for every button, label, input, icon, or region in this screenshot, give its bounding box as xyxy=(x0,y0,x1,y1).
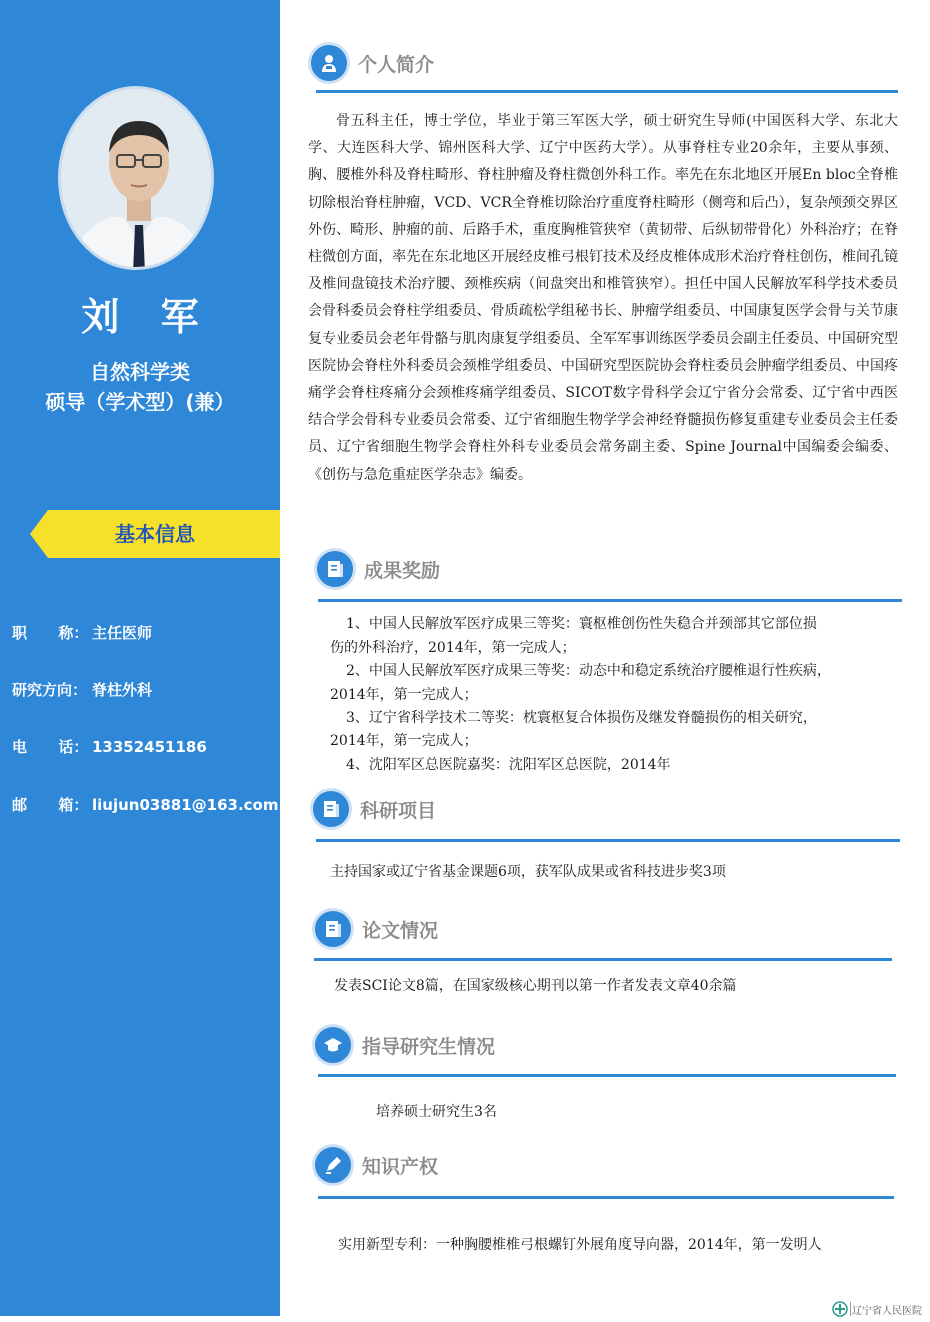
ip-text: 实用新型专利：一种胸腰椎椎弓根螺钉外展角度导向器，2014年，第一发明人 xyxy=(338,1237,822,1253)
section-papers-header xyxy=(312,908,712,952)
logo-separator xyxy=(850,1302,851,1316)
section-rule xyxy=(314,958,892,961)
students-text: 培养硕士研究生3名 xyxy=(376,1104,497,1120)
award-line: 1、中国人民解放军医疗成果三等奖：寰枢椎创伤性失稳合并颈部其它部位损 xyxy=(346,616,817,632)
section-title: 个人简介 xyxy=(358,54,435,76)
award-line: 4、沈阳军区总医院嘉奖：沈阳军区总医院，2014年 xyxy=(346,757,671,773)
award-line: 伤的外科治疗，2014年，第一完成人； xyxy=(330,640,576,656)
section-title: 成果奖励 xyxy=(364,560,441,582)
hospital-name: 辽宁省人民医院 xyxy=(852,1306,922,1317)
section-rule xyxy=(318,1074,896,1077)
info-row-title xyxy=(12,622,152,643)
sidebar xyxy=(0,0,280,1316)
section-research-header xyxy=(310,788,710,832)
pen-icon xyxy=(312,1144,354,1186)
section-title: 科研项目 xyxy=(360,800,437,822)
info-key: 研究方向： xyxy=(12,681,88,699)
info-value: liujun03881@163.com xyxy=(92,796,279,814)
section-ip-header xyxy=(312,1144,712,1188)
section-students-header xyxy=(312,1024,712,1068)
document-icon xyxy=(314,548,356,590)
basic-info-tag xyxy=(30,510,280,558)
document-icon xyxy=(312,908,354,950)
info-value: 13352451186 xyxy=(92,738,207,756)
award-line: 2、中国人民解放军医疗成果三等奖：动态中和稳定系统治疗腰椎退行性疾病， xyxy=(346,663,831,679)
papers-text: 发表SCI论文8篇，在国家级核心期刊以第一作者发表文章40余篇 xyxy=(334,978,737,994)
info-row-email xyxy=(12,794,278,815)
section-title: 论文情况 xyxy=(362,920,439,942)
section-rule xyxy=(316,839,900,842)
info-key: 职 称： xyxy=(12,624,89,642)
graduation-cap-icon xyxy=(312,1024,354,1066)
section-rule xyxy=(316,90,898,93)
document-icon xyxy=(310,788,352,830)
info-row-research xyxy=(12,679,152,700)
section-rule xyxy=(318,1196,894,1199)
section-rule xyxy=(318,599,902,602)
hospital-logo xyxy=(832,1300,928,1318)
info-key: 电 话： xyxy=(12,738,89,756)
basic-info-label: 基本信息 xyxy=(115,522,195,546)
section-awards-header xyxy=(314,548,714,592)
award-line: 2014年，第一完成人； xyxy=(330,733,478,749)
doctor-icon xyxy=(308,42,350,84)
award-line: 3、辽宁省科学技术二等奖：枕寰枢复合体损伤及继发脊髓损伤的相关研究， xyxy=(346,710,817,726)
discipline: 自然科学类 xyxy=(90,360,190,384)
info-row-phone xyxy=(12,736,207,757)
info-value: 主任医师 xyxy=(92,624,153,642)
person-name: 刘 军 xyxy=(81,295,213,339)
profile-photo xyxy=(58,86,214,270)
info-key: 邮 箱： xyxy=(12,796,89,814)
hospital-logo-icon xyxy=(832,1301,848,1317)
supervisor-type: 硕导（学术型）(兼） xyxy=(45,390,235,414)
award-line: 2014年，第一完成人； xyxy=(330,687,478,703)
section-title: 知识产权 xyxy=(362,1156,439,1178)
research-text: 主持国家或辽宁省基金课题6项，获军队成果或省科技进步奖3项 xyxy=(330,864,726,880)
info-value: 脊柱外科 xyxy=(92,681,153,699)
doctor-portrait xyxy=(61,89,214,270)
intro-text: 骨五科主任，博士学位，毕业于第三军医大学，硕士研究生导师(中国医科大学、东北大学、大连医科大学、锦州医科大学、辽宁中医药大学）。从事脊柱专业20余年，主要从事颈、胸、腰椎外科及脊柱畸形、脊柱肿瘤及脊柱微创外科工作。率先在东北地区开展En bloc全脊椎切除根治脊柱肿瘤，VCD、VCR全脊椎切除治疗重度脊柱畸形（侧弯和后凸），复杂颅颈交界区外伤、畸形、肿瘤的前、后路手术，重度胸椎管狭窄（黄韧带、后纵韧带骨化）外科治疗；在脊柱微创方面，率先在东北地区开展经皮椎弓根钉技术及经皮椎体成形术治疗脊柱创伤，椎间孔镜及椎间盘镜技术治疗腰、颈椎疾病（间盘突出和椎管狭窄）。担任中国人民解放军科学技术委员会骨科委员会脊柱学组委员、骨质疏松学组秘书长、肿瘤学组委员、中国康复医学会骨与关节康复专业委员会老年骨骼与肌肉康复学组委员、全军军事训练医学委员会副主任委员、中国研究型医院协会脊柱外科委员会颈椎学组委员、中国研究型医院协会脊柱委员会肿瘤学组委员、中国疼痛学会脊柱疼痛分会颈椎疼痛学组委员、SICOT数字骨科学会辽宁省分会常委、辽宁省中西医结合学会骨科专业委员会常委、辽宁省细胞生物学学会神经脊髓损伤修复重建专业委员会主任委员、辽宁省细胞生物学会脊柱外科专业委员会常务副主委、Spine Journal中国编委会编委、《创伤与急危重症医学杂志》编委。 xyxy=(308,113,898,483)
section-intro-header xyxy=(308,42,708,86)
section-title: 指导研究生情况 xyxy=(362,1036,496,1058)
